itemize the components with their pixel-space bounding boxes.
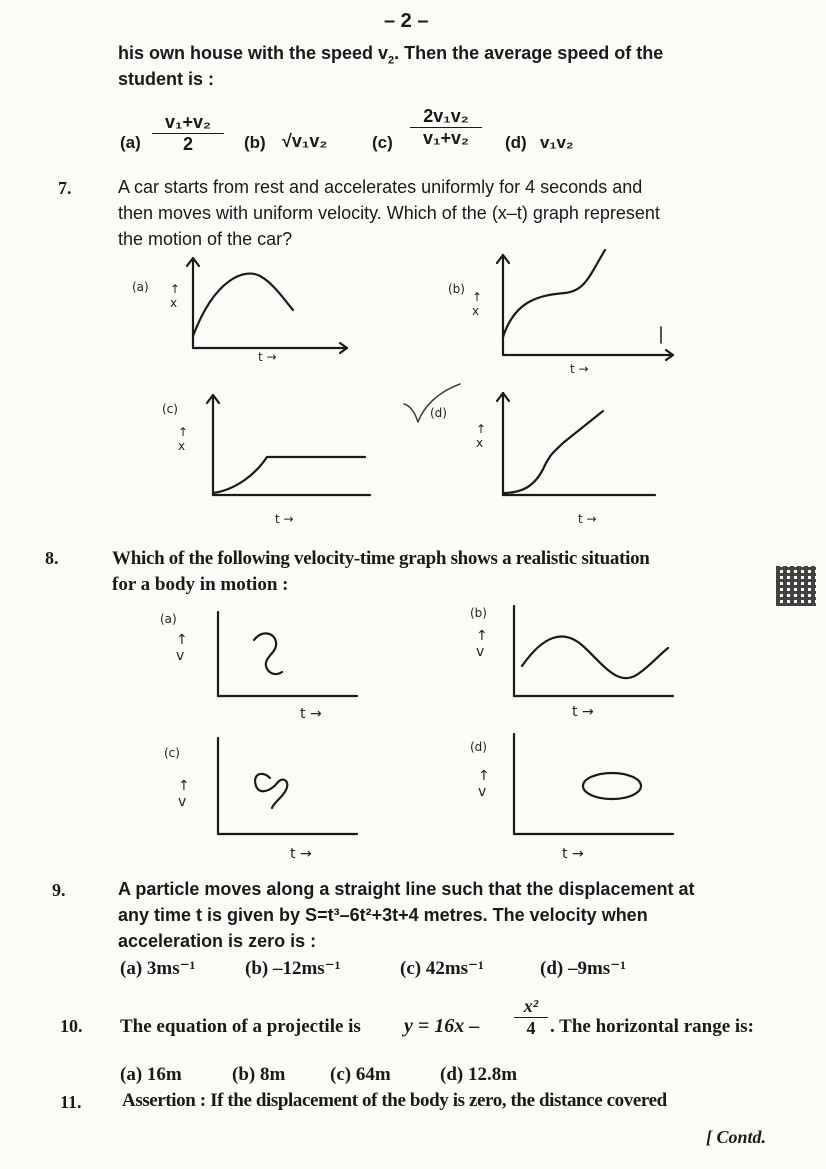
q8-graph-b-y-label: ↑ v xyxy=(476,628,488,660)
q10-text-pre: The equation of a projectile is xyxy=(120,1016,361,1037)
q8-graph-c-x-label: t → xyxy=(290,846,312,862)
q9-text-line2: any time t is given by S=t³–6t²+3t+4 metres. The velocity when xyxy=(118,905,648,925)
q10-option-b: (b) 8m xyxy=(232,1064,286,1085)
q8-graph-c-y-label: ↑ v xyxy=(178,778,190,810)
q10-equation-lhs: y = 16x – xyxy=(404,1015,480,1037)
q10-text-post: . The horizontal range is: xyxy=(550,1016,754,1037)
q7-graph-a xyxy=(185,258,355,358)
q8-graph-d-x-label: t → xyxy=(562,846,584,862)
q8-text-line2: for a body in motion : xyxy=(112,574,289,595)
q11-text-line1: Assertion : If the displacement of the body is zero, the distance covered xyxy=(122,1090,667,1111)
q7-graph-d-x-label: t → xyxy=(578,512,597,526)
q10-option-d: (d) 12.8m xyxy=(440,1064,518,1085)
q9-text-line1: A particle moves along a straight line such that the displacement at xyxy=(118,879,695,899)
q8-graph-a xyxy=(212,612,362,702)
q8-graph-c xyxy=(212,738,362,838)
qr-code xyxy=(776,566,816,606)
q9-option-d: (d) –9ms⁻¹ xyxy=(540,958,626,979)
q9-option-b: (b) –12ms⁻¹ xyxy=(245,958,341,979)
q7-graph-b-y-label: ↑ x xyxy=(472,290,483,318)
q6-continuation-line1: his own house with the speed $v_2$. Then the average speed of the xyxy=(118,43,664,67)
q10-option-c: (c) 64m xyxy=(330,1064,391,1085)
q7-graph-c-x-label: t → xyxy=(275,512,294,526)
q7-graph-b xyxy=(495,255,680,365)
q7-number: 7. xyxy=(58,178,72,198)
q7-graph-c-label: (c) xyxy=(162,402,178,416)
q6-option-a-label: (a) xyxy=(120,133,141,152)
q6-option-c-label: (c) xyxy=(372,133,393,152)
q8-graph-d-y-label: ↑ v xyxy=(478,768,490,800)
q7-graph-d-label: (d) xyxy=(430,406,447,420)
q8-text-line1: Which of the following velocity-time graph shows a realistic situation xyxy=(112,548,650,569)
q8-graph-a-label: (a) xyxy=(160,612,177,626)
page-number: – 2 – xyxy=(384,10,429,32)
q7-graph-c-y-label: ↑ x xyxy=(178,425,189,453)
q9-number: 9. xyxy=(52,880,66,900)
q8-graph-d xyxy=(508,734,678,838)
q7-graph-c xyxy=(205,395,375,505)
q7-graph-a-y-label: ↑ x xyxy=(170,282,181,310)
q10-option-a: (a) 16m xyxy=(120,1064,182,1085)
q8-graph-b-label: (b) xyxy=(470,606,487,620)
q6-option-c-fraction: $\frac{\text{2v₁v₂}}{\text{v₁+v₂}}$ xyxy=(410,106,482,149)
q7-text-line2: then moves with uniform velocity. Which of the (x–t) graph represent xyxy=(118,203,660,223)
q7-graph-a-label: (a) xyxy=(132,280,149,294)
q11-number: 11. xyxy=(60,1092,82,1112)
q6-option-d-label: (d) xyxy=(505,133,527,152)
q9-text-line3: acceleration is zero is : xyxy=(118,931,317,951)
q7-graph-b-label: (b) xyxy=(448,282,465,296)
q9-option-c: (c) 42ms⁻¹ xyxy=(400,958,484,979)
q8-number: 8. xyxy=(45,548,59,568)
q8-graph-c-label: (c) xyxy=(164,746,180,760)
q8-graph-a-x-label: t → xyxy=(300,706,322,722)
q7-graph-d xyxy=(495,393,660,503)
q8-graph-b xyxy=(508,606,678,701)
q7-graph-a-x-label: t → xyxy=(258,350,277,364)
q8-graph-a-y-label: ↑ v xyxy=(176,632,188,664)
q6-continuation-line2: student is : xyxy=(118,69,215,89)
q6-option-b-label: (b) xyxy=(244,133,266,152)
q7-text-line3: the motion of the car? xyxy=(118,229,293,249)
q9-option-a: (a) 3ms⁻¹ xyxy=(120,958,196,979)
q10-equation-fraction: $\frac{\text{x²}}{4}$ xyxy=(514,996,548,1039)
q7-graph-b-x-label: t → xyxy=(570,362,589,376)
q6-option-a-fraction: $\frac{\text{v₁+v₂}}{2}$ xyxy=(152,112,224,155)
page-footer-contd: [ Contd. xyxy=(706,1127,767,1147)
q10-number: 10. xyxy=(60,1016,83,1036)
q6-option-d-expr: v₁v₂ xyxy=(540,133,574,152)
q7-graph-d-y-label: ↑ x xyxy=(476,422,487,450)
q8-graph-b-x-label: t → xyxy=(572,704,594,720)
q6-option-b-expr: √v₁v₂ xyxy=(282,131,328,151)
q8-graph-d-label: (d) xyxy=(470,740,487,754)
q7-text-line1: A car starts from rest and accelerates uniformly for 4 seconds and xyxy=(118,177,643,197)
